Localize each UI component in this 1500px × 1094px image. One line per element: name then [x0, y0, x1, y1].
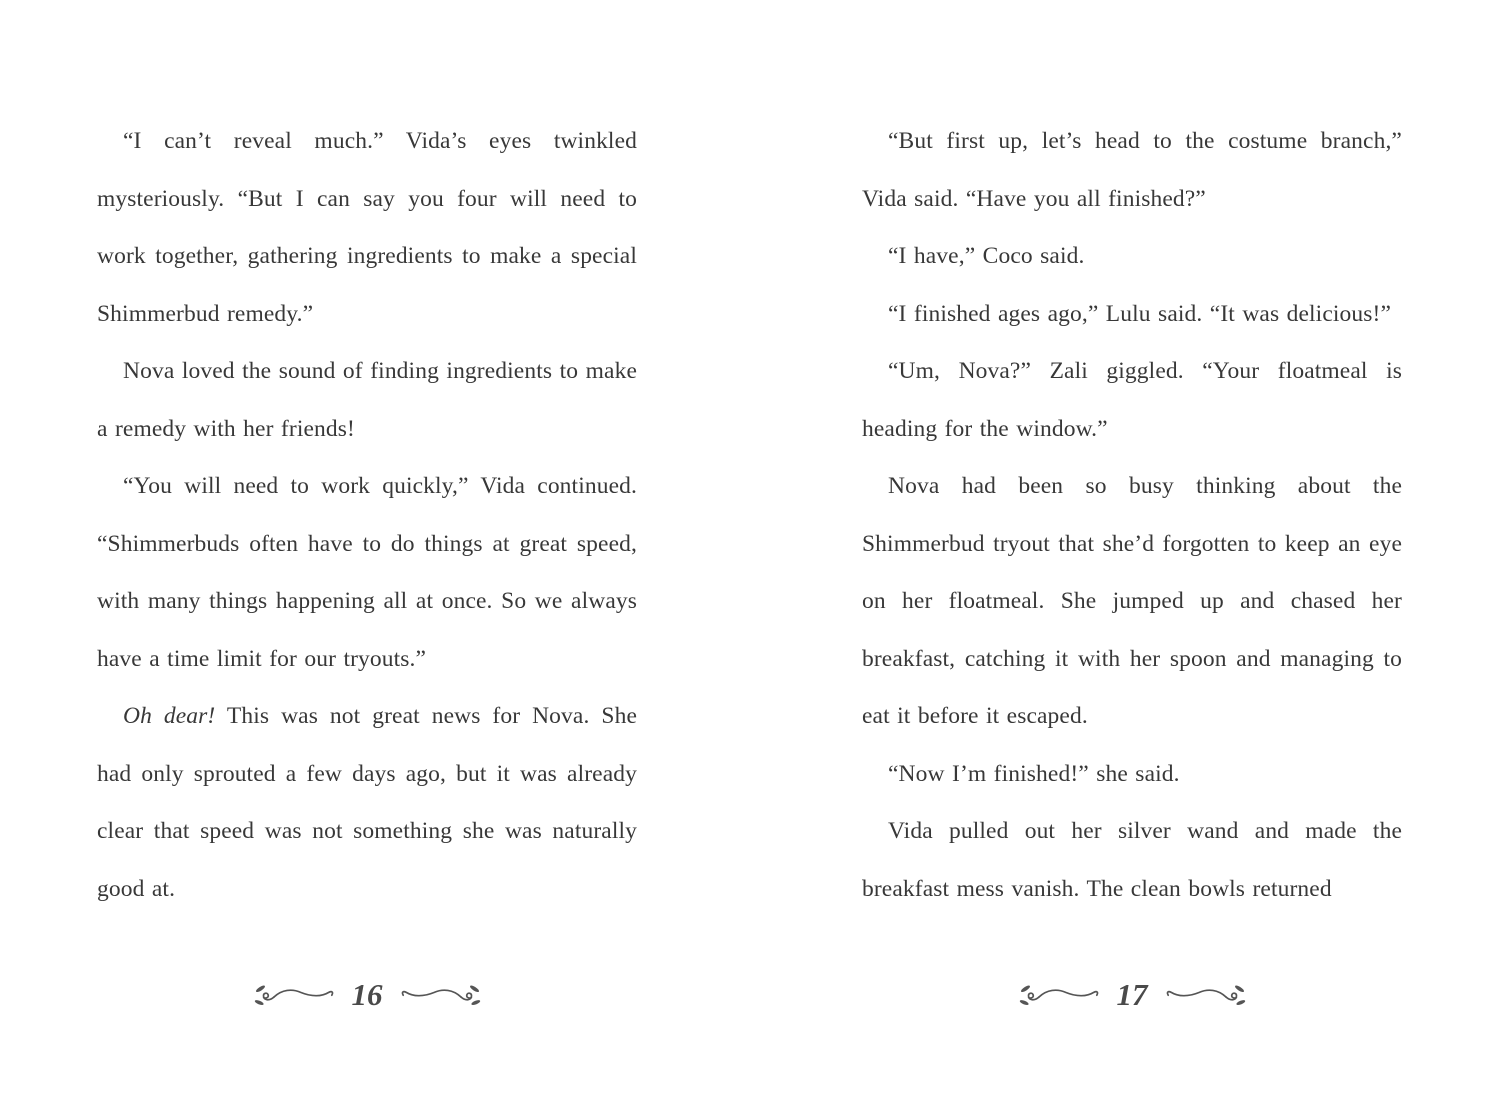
- paragraph: Vida pulled out her silver wand and made the breakfast mess vanish. The clean bowls returned: [862, 818, 1402, 902]
- page-left: [97, 0, 637, 1094]
- paragraph: “But first up, let’s head to the costume branch,” Vida said. “Have you all finished?”: [862, 128, 1402, 212]
- italic-phrase: Oh dear!: [123, 703, 216, 729]
- flourish-right-icon: [1164, 982, 1246, 1010]
- page-left-footer: [97, 974, 637, 1018]
- page-left-text: [97, 113, 637, 918]
- paragraph-text: This was not great news for Nova. She had only sprouted a few days ago, but it was already clear that speed was not something she was naturally good at.: [97, 703, 637, 902]
- flourish-left-icon: [254, 982, 336, 1010]
- paragraph: “Now I’m finished!” she said.: [888, 760, 1180, 787]
- paragraph: “I finished ages ago,” Lulu said. “It was delicious!”: [888, 300, 1392, 327]
- flourish-right-icon: [399, 982, 481, 1010]
- paragraph: “I can’t reveal much.” Vida’s eyes twinkled mysteriously. “But I can say you four will need to work together, gathering ingredients to make a special Shimmerbud remedy.”: [97, 128, 637, 327]
- paragraph: [97, 688, 637, 918]
- page-number: 16: [351, 976, 383, 1012]
- paragraph: Nova had been so busy thinking about the Shimmerbud tryout that she’d forgotten to keep an eye on her floatmeal. She jumped up and chased her breakfast, catching it with her spoon and managing to eat it before it escaped.: [862, 473, 1402, 729]
- page-right-text: [862, 113, 1402, 918]
- paragraph: “I have,” Coco said.: [888, 243, 1085, 269]
- paragraph: “Um, Nova?” Zali giggled. “Your floatmeal is heading for the window.”: [862, 358, 1402, 442]
- page-number: 17: [1116, 976, 1148, 1012]
- paragraph: Nova loved the sound of finding ingredients to make a remedy with her friends!: [97, 358, 637, 442]
- page-right: [862, 0, 1402, 1094]
- page-right-footer: [862, 974, 1402, 1018]
- paragraph: “You will need to work quickly,” Vida continued. “Shimmerbuds often have to do things at great speed, with many things happening all at once. So we always have a time limit for our tryouts.”: [97, 473, 637, 672]
- flourish-left-icon: [1019, 982, 1101, 1010]
